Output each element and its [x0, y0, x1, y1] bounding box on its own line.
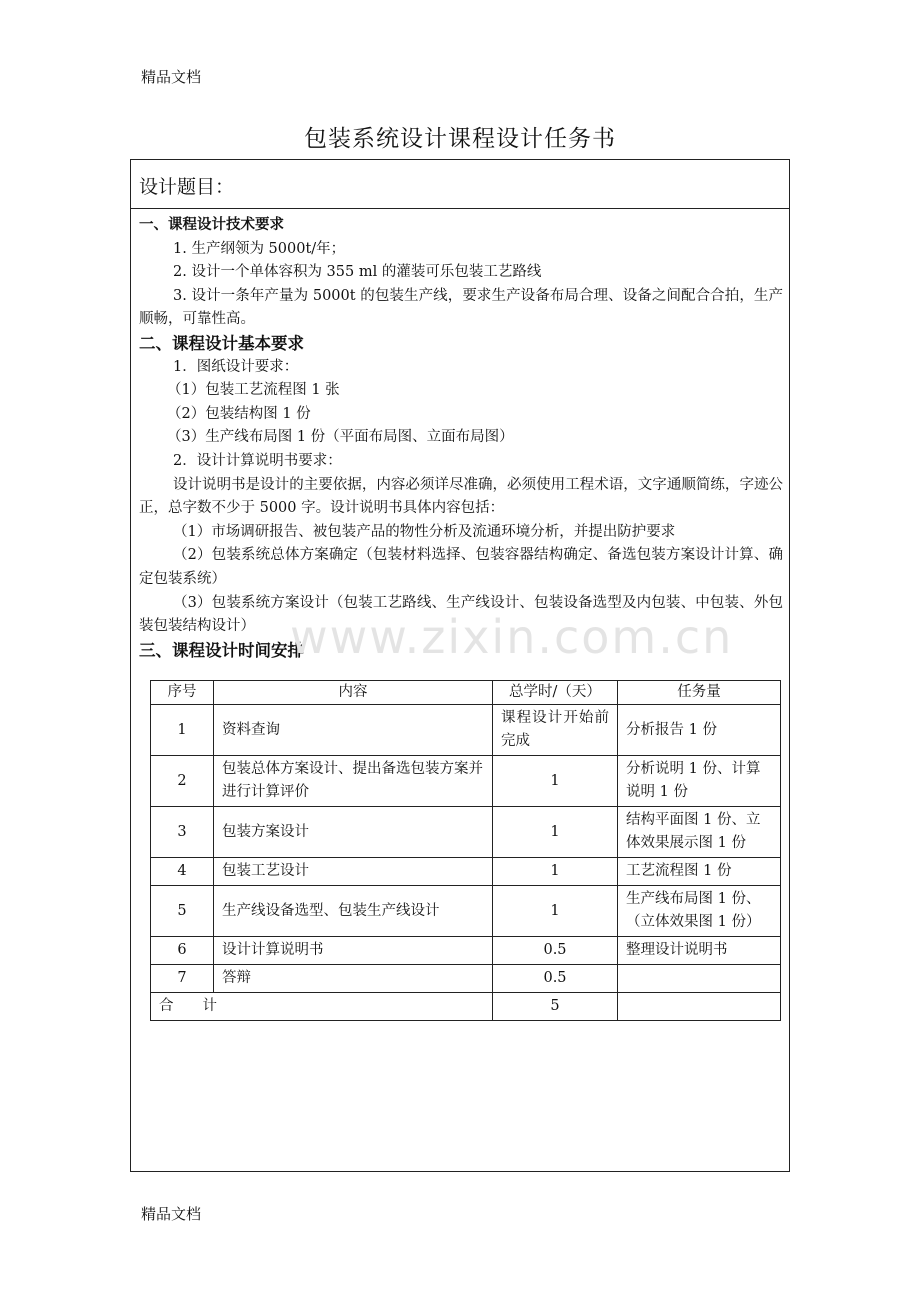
- watermark-text: www.zixin.com.cn: [290, 610, 734, 664]
- spec-requirements-heading: 2．设计计算说明书要求：: [173, 452, 342, 469]
- cell-seq: 3: [151, 807, 214, 858]
- cell-seq: 5: [151, 886, 214, 937]
- col-header-hours: 总学时/（天）: [493, 681, 618, 705]
- section1-item-2: 2. 设计一个单体容积为 355 ml 的灌装可乐包装工艺路线: [173, 264, 542, 281]
- drawing-item-2: （2）包装结构图 1 份: [167, 405, 311, 422]
- cell-seq: 1: [151, 705, 214, 756]
- total-value: 5: [493, 993, 618, 1021]
- topic-label: 设计题目：: [139, 176, 235, 198]
- task-frame: [130, 159, 790, 1172]
- col-header-seq: 序号: [151, 681, 214, 705]
- total-label: 合 计: [151, 993, 493, 1021]
- spec-intro: 设计说明书是设计的主要依据，内容必须详尽准确，必须使用工程术语，文字通顺简练，字迹公正，总字数不少于 5000 字。设计说明书具体内容包括：: [139, 476, 783, 517]
- cell-content: 包装方案设计: [214, 807, 493, 858]
- cell-content: 包装工艺设计: [214, 858, 493, 886]
- cell-seq: 7: [151, 965, 214, 993]
- cell-workload: 生产线布局图 1 份、（立体效果图 1 份）: [618, 886, 781, 937]
- table-row: [151, 756, 781, 807]
- cell-hours: 课程设计开始前完成: [493, 705, 618, 756]
- table-row: [151, 965, 781, 993]
- cell-seq: 6: [151, 937, 214, 965]
- schedule-table: [150, 680, 781, 1021]
- document-title: 包装系统设计课程设计任务书: [304, 126, 616, 152]
- page-header: 精品文档: [141, 68, 202, 86]
- spec-item-1: （1）市场调研报告、被包装产品的物性分析及流通环境分析，并提出防护要求: [173, 523, 676, 540]
- drawing-item-3: （3）生产线布局图 1 份（平面布局图、立面布局图）: [167, 429, 514, 446]
- topic-row: [131, 160, 789, 209]
- cell-content: 资料查询: [214, 705, 493, 756]
- cell-content: 答辩: [214, 965, 493, 993]
- cell-hours: 1: [493, 886, 618, 937]
- total-empty-cell: [618, 993, 781, 1021]
- cell-workload: 分析说明 1 份、计算说明 1 份: [618, 756, 781, 807]
- cell-content: 生产线设备选型、包装生产线设计: [214, 886, 493, 937]
- table-row: [151, 807, 781, 858]
- cell-workload: [618, 965, 781, 993]
- drawing-requirements-heading: 1．图纸设计要求：: [173, 358, 299, 375]
- cell-hours: 1: [493, 807, 618, 858]
- col-header-content: 内容: [214, 681, 493, 705]
- table-total-row: [151, 993, 781, 1021]
- cell-hours: 0.5: [493, 965, 618, 993]
- cell-seq: 2: [151, 756, 214, 807]
- cell-hours: 0.5: [493, 937, 618, 965]
- cell-workload: 分析报告 1 份: [618, 705, 781, 756]
- cell-hours: 1: [493, 756, 618, 807]
- cell-content: 包装总体方案设计、提出备选包装方案并进行计算评价: [214, 756, 493, 807]
- cell-workload: 结构平面图 1 份、立体效果展示图 1 份: [618, 807, 781, 858]
- cell-workload: 工艺流程图 1 份: [618, 858, 781, 886]
- drawing-item-1: （1）包装工艺流程图 1 张: [167, 382, 340, 399]
- section1-item-3: 3. 设计一条年产量为 5000t 的包装生产线，要求生产设备布局合理、设备之间配合合拍，生产顺畅，可靠性高。: [139, 287, 783, 328]
- content-body: [139, 214, 783, 662]
- cell-seq: 4: [151, 858, 214, 886]
- section1-item-1: 1. 生产纲领为 5000t/年；: [173, 240, 346, 257]
- table-row: [151, 886, 781, 937]
- spec-item-3: （3）包装系统方案设计（包装工艺路线、生产线设计、包装设备选型及内包装、中包装、外包装包装结构设计）: [139, 594, 783, 635]
- cell-workload: 整理设计说明书: [618, 937, 781, 965]
- table-row: [151, 858, 781, 886]
- cell-content: 设计计算说明书: [214, 937, 493, 965]
- col-header-workload: 任务量: [618, 681, 781, 705]
- cell-hours: 1: [493, 858, 618, 886]
- table-row: [151, 937, 781, 965]
- section2-heading: 二、课程设计基本要求: [139, 333, 304, 353]
- table-header-row: [151, 681, 781, 705]
- page-footer: 精品文档: [141, 1205, 202, 1223]
- table-row: [151, 705, 781, 756]
- spec-item-2: （2）包装系统总体方案确定（包装材料选择、包装容器结构确定、备选包装方案设计计算、确定包装系统）: [139, 547, 783, 587]
- section3-heading: 三、课程设计时间安排: [139, 640, 304, 660]
- section1-heading: 一、课程设计技术要求: [139, 217, 284, 233]
